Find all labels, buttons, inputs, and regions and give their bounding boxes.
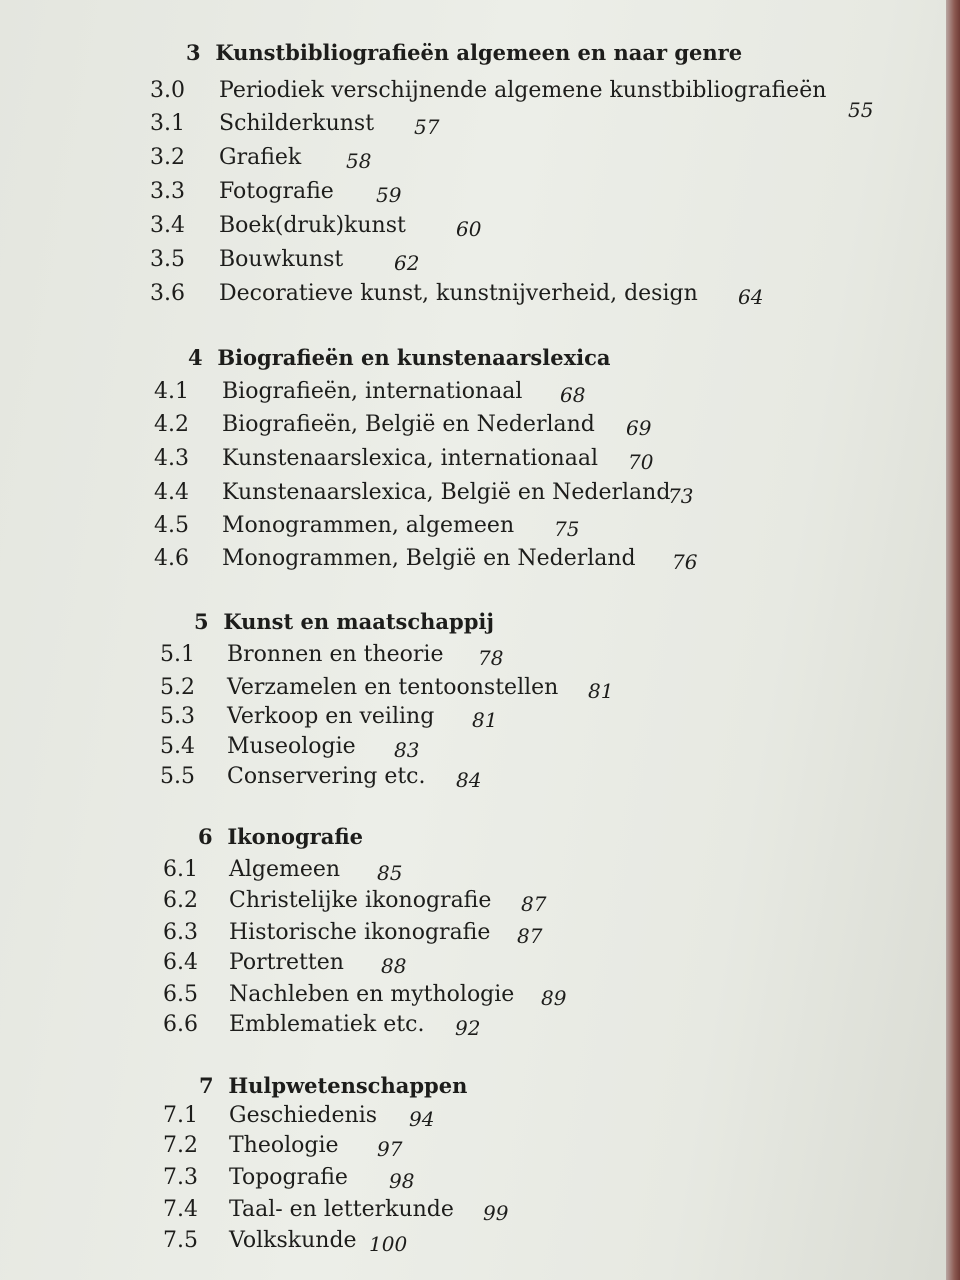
entry-number: 4.1 bbox=[154, 379, 189, 404]
entry-number: 5.3 bbox=[160, 704, 195, 729]
entry-number: 4.5 bbox=[154, 513, 189, 538]
entry-number: 4.4 bbox=[154, 480, 189, 505]
entry-number: 5.1 bbox=[160, 642, 195, 667]
entry-page: 98 bbox=[389, 1169, 415, 1193]
entry-page: 64 bbox=[738, 285, 764, 309]
entry-title: Kunstenaarslexica, internationaal bbox=[222, 446, 598, 471]
entry-number: 5.2 bbox=[160, 675, 195, 700]
entry-number: 6.5 bbox=[163, 982, 198, 1007]
entry-page: 97 bbox=[377, 1137, 403, 1161]
entry-page: 83 bbox=[394, 738, 420, 762]
entry-title: Schilderkunst bbox=[219, 111, 375, 136]
entry-number: 7.2 bbox=[163, 1133, 198, 1158]
section-title: Hulpwetenschappen bbox=[228, 1073, 468, 1098]
entry-title: Theologie bbox=[229, 1133, 339, 1158]
entry-title: Museologie bbox=[227, 734, 356, 759]
entry-page: 59 bbox=[376, 183, 402, 207]
entry-page: 73 bbox=[668, 484, 694, 508]
entry-page: 75 bbox=[554, 517, 580, 541]
entry-number: 4.6 bbox=[154, 546, 189, 571]
entry-page: 57 bbox=[414, 115, 440, 139]
entry-title: Decoratieve kunst, kunstnijverheid, design bbox=[219, 281, 698, 306]
entry-page: 69 bbox=[626, 416, 652, 440]
entry-title: Taal- en letterkunde bbox=[229, 1197, 454, 1222]
entry-page: 99 bbox=[483, 1201, 509, 1225]
entry-page: 85 bbox=[377, 861, 403, 885]
entry-number: 6.6 bbox=[163, 1012, 198, 1037]
entry-number: 3.0 bbox=[150, 78, 185, 103]
entry-title: Historische ikonografie bbox=[229, 920, 491, 945]
entry-page: 58 bbox=[346, 149, 372, 173]
section-heading-7 bbox=[199, 1073, 467, 1098]
section-title: Ikonografie bbox=[227, 824, 363, 849]
section-number: 6 bbox=[198, 824, 213, 849]
entry-number: 5.4 bbox=[160, 734, 195, 759]
entry-page: 60 bbox=[456, 217, 482, 241]
entry-page: 78 bbox=[478, 646, 504, 670]
entry-page: 62 bbox=[394, 251, 420, 275]
entry-title: Verkoop en veiling bbox=[227, 704, 435, 729]
entry-page: 84 bbox=[456, 768, 482, 792]
entry-number: 6.3 bbox=[163, 920, 198, 945]
entry-title: Monogrammen, België en Nederland bbox=[222, 546, 636, 571]
entry-number: 5.5 bbox=[160, 764, 195, 789]
section-number: 3 bbox=[186, 40, 201, 65]
entry-title: Fotografie bbox=[219, 179, 334, 204]
entry-page: 89 bbox=[541, 986, 567, 1010]
entry-page: 68 bbox=[560, 383, 586, 407]
entry-title: Nachleben en mythologie bbox=[229, 982, 515, 1007]
section-number: 7 bbox=[199, 1073, 214, 1098]
section-title: Biografieën en kunstenaarslexica bbox=[217, 345, 611, 370]
entry-number: 3.3 bbox=[150, 179, 185, 204]
entry-title: Volkskunde bbox=[229, 1228, 357, 1253]
entry-page: 81 bbox=[588, 679, 614, 703]
entry-title: Bronnen en theorie bbox=[227, 642, 444, 667]
entry-number: 7.4 bbox=[163, 1197, 198, 1222]
section-title: Kunst en maatschappij bbox=[223, 609, 494, 634]
section-heading-5 bbox=[194, 609, 494, 634]
section-number: 5 bbox=[194, 609, 209, 634]
entry-title: Periodiek verschijnende algemene kunstbibliografieën bbox=[219, 78, 827, 103]
entry-number: 4.3 bbox=[154, 446, 189, 471]
entry-number: 3.4 bbox=[150, 213, 185, 238]
section-heading-6 bbox=[198, 824, 363, 849]
entry-title: Portretten bbox=[229, 950, 344, 975]
entry-number: 3.1 bbox=[150, 111, 185, 136]
entry-page: 92 bbox=[455, 1016, 481, 1040]
entry-title: Kunstenaarslexica, België en Nederland bbox=[222, 480, 671, 505]
entry-number: 7.5 bbox=[163, 1228, 198, 1253]
section-heading-4 bbox=[188, 345, 610, 370]
entry-title: Grafiek bbox=[219, 145, 302, 170]
section-title: Kunstbibliografieën algemeen en naar genre bbox=[215, 40, 743, 65]
entry-title: Algemeen bbox=[229, 857, 341, 882]
entry-title: Verzamelen en tentoonstellen bbox=[227, 675, 559, 700]
entry-number: 3.5 bbox=[150, 247, 185, 272]
entry-page: 94 bbox=[409, 1107, 435, 1131]
entry-page: 55 bbox=[848, 98, 874, 122]
entry-title: Christelijke ikonografie bbox=[229, 888, 492, 913]
entry-title: Topografie bbox=[229, 1165, 348, 1190]
entry-number: 4.2 bbox=[154, 412, 189, 437]
entry-title: Boek(druk)kunst bbox=[219, 213, 406, 238]
entry-number: 3.2 bbox=[150, 145, 185, 170]
entry-number: 6.1 bbox=[163, 857, 198, 882]
entry-page: 87 bbox=[521, 892, 547, 916]
section-number: 4 bbox=[188, 345, 203, 370]
entry-number: 7.1 bbox=[163, 1103, 198, 1128]
entry-title: Emblematiek etc. bbox=[229, 1012, 425, 1037]
entry-title: Biografieën, België en Nederland bbox=[222, 412, 595, 437]
entry-number: 3.6 bbox=[150, 281, 185, 306]
entry-page: 100 bbox=[369, 1232, 408, 1256]
entry-page: 87 bbox=[517, 924, 543, 948]
entry-title: Bouwkunst bbox=[219, 247, 344, 272]
section-heading-3 bbox=[186, 40, 742, 65]
entry-title: Biografieën, internationaal bbox=[222, 379, 523, 404]
entry-title: Monogrammen, algemeen bbox=[222, 513, 515, 538]
entry-title: Geschiedenis bbox=[229, 1103, 378, 1128]
entry-page: 70 bbox=[628, 450, 654, 474]
entry-page: 76 bbox=[672, 550, 698, 574]
entry-page: 88 bbox=[381, 954, 407, 978]
entry-number: 6.2 bbox=[163, 888, 198, 913]
entry-number: 7.3 bbox=[163, 1165, 198, 1190]
entry-number: 6.4 bbox=[163, 950, 198, 975]
entry-page: 81 bbox=[472, 708, 498, 732]
entry-title: Conservering etc. bbox=[227, 764, 426, 789]
